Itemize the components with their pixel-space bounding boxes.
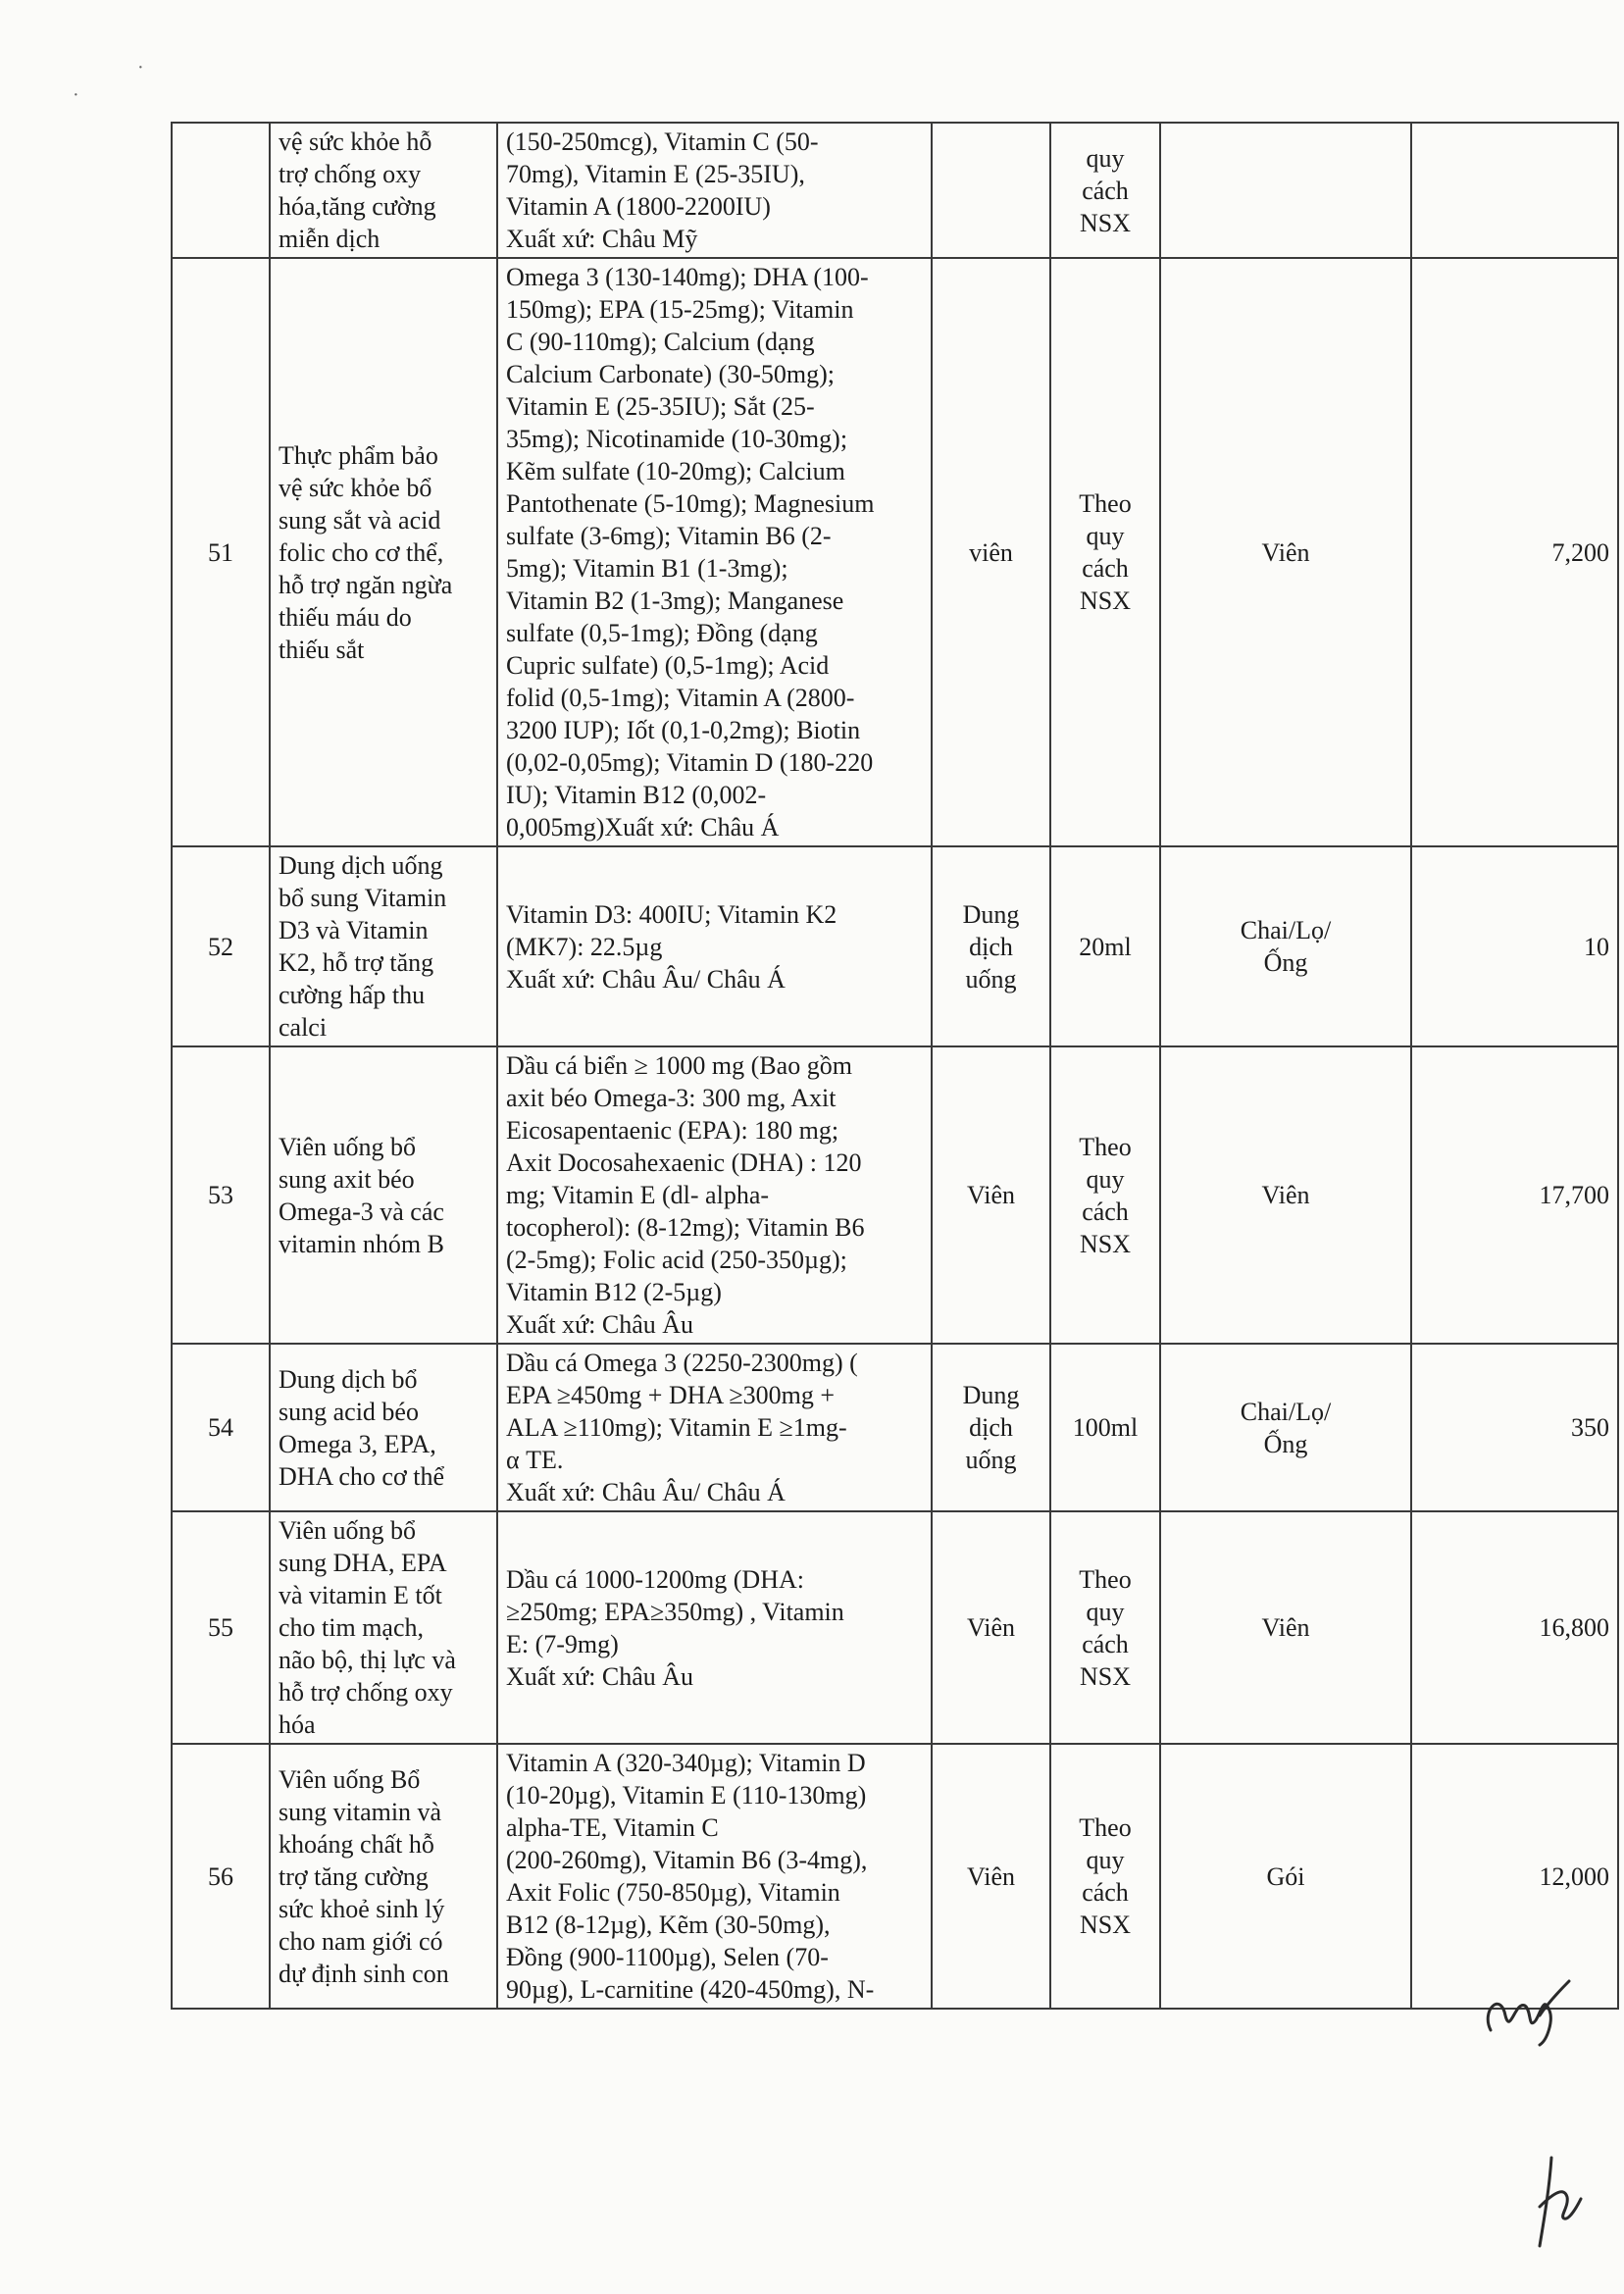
table-row bbox=[172, 846, 1618, 1046]
product-spec: Omega 3 (130-140mg); DHA (100- 150mg); EPA (15-25mg); Vitamin C (90-110mg); Calcium (dạng Calcium Carbonate) (30-50mg); Vitamin E (25-35IU); Sắt (25- 35mg); Nicotinamide (10-30mg); Kẽm sulfate (10-20mg); Calcium Pantothenate (5-10mg); Magnesium sulfate (3-6mg); Vitamin B6 (2- 5mg); Vitamin B1 (1-3mg); Vitamin B2 (1-3mg); Manganese sulfate (0,5-1mg); Đồng (dạng Cupric sulfate) (0,5-1mg); Acid folid (0,5-1mg); Vitamin A (2800- 3200 IUP); Iốt (0,1-0,2mg); Biotin (0,02-0,05mg); Vitamin D (180-220 IU); Vitamin B12 (0,002- 0,005mg)Xuất xứ: Châu Á bbox=[497, 258, 932, 846]
product-name: Viên uống bổ sung DHA, EPA và vitamin E tốt cho tim mạch, não bộ, thị lực và hỗ trợ chống oxy hóa bbox=[270, 1511, 497, 1744]
quantity: 350 bbox=[1411, 1344, 1618, 1511]
dosage-form: Dung dịch uống bbox=[932, 846, 1050, 1046]
row-number bbox=[172, 123, 270, 258]
dosage-form: Viên bbox=[932, 1744, 1050, 2009]
signature-initials-icon bbox=[1510, 2138, 1589, 2256]
dosage-form: Dung dịch uống bbox=[932, 1344, 1050, 1511]
product-spec: Dầu cá Omega 3 (2250-2300mg) ( EPA ≥450mg + DHA ≥300mg + ALA ≥110mg); Vitamin E ≥1mg- α TE. Xuất xứ: Châu Âu/ Châu Á bbox=[497, 1344, 932, 1511]
row-number: 53 bbox=[172, 1046, 270, 1344]
quantity bbox=[1411, 123, 1618, 258]
dosage-form: Viên bbox=[932, 1046, 1050, 1344]
scan-mark: · bbox=[137, 57, 144, 78]
product-spec: (150-250mcg), Vitamin C (50- 70mg), Vitamin E (25-35IU), Vitamin A (1800-2200IU) Xuất xứ: Châu Mỹ bbox=[497, 123, 932, 258]
scan-mark: · bbox=[73, 84, 79, 106]
product-spec: Vitamin A (320-340µg); Vitamin D (10-20µg), Vitamin E (110-130mg) alpha-TE, Vitamin C (200-260mg), Vitamin B6 (3-4mg), Axit Folic (750-850µg), Vitamin B12 (8-12µg), Kẽm (30-50mg), Đồng (900-1100µg), Selen (70- 90µg), L-carnitine (420-450mg), N- bbox=[497, 1744, 932, 2009]
product-name: Thực phẩm bảo vệ sức khỏe bổ sung sắt và acid folic cho cơ thể, hỗ trợ ngăn ngừa thiếu máu do thiếu sắt bbox=[270, 258, 497, 846]
unit: Chai/Lọ/ Ống bbox=[1160, 1344, 1411, 1511]
row-number: 54 bbox=[172, 1344, 270, 1511]
product-name: vệ sức khỏe hỗ trợ chống oxy hóa,tăng cường miễn dịch bbox=[270, 123, 497, 258]
row-number: 51 bbox=[172, 258, 270, 846]
quantity: 10 bbox=[1411, 846, 1618, 1046]
product-spec: Vitamin D3: 400IU; Vitamin K2 (MK7): 22.5µg Xuất xứ: Châu Âu/ Châu Á bbox=[497, 846, 932, 1046]
quantity: 16,800 bbox=[1411, 1511, 1618, 1744]
quantity: 12,000 bbox=[1411, 1744, 1618, 2009]
dosage-form bbox=[932, 123, 1050, 258]
packaging: Theo quy cách NSX bbox=[1050, 1744, 1160, 2009]
packaging: Theo quy cách NSX bbox=[1050, 1046, 1160, 1344]
product-spec: Dầu cá 1000-1200mg (DHA: ≥250mg; EPA≥350mg) , Vitamin E: (7-9mg) Xuất xứ: Châu Âu bbox=[497, 1511, 932, 1744]
product-name: Viên uống Bổ sung vitamin và khoáng chất hỗ trợ tăng cường sức khoẻ sinh lý cho nam giới có dự định sinh con bbox=[270, 1744, 497, 2009]
packaging: Theo quy cách NSX bbox=[1050, 258, 1160, 846]
table-row bbox=[172, 258, 1618, 846]
unit: Viên bbox=[1160, 258, 1411, 846]
packaging: 100ml bbox=[1050, 1344, 1160, 1511]
unit bbox=[1160, 123, 1411, 258]
row-number: 56 bbox=[172, 1744, 270, 2009]
product-spec-table bbox=[171, 122, 1619, 2010]
dosage-form: Viên bbox=[932, 1511, 1050, 1744]
product-name: Viên uống bổ sung axit béo Omega-3 và các vitamin nhóm B bbox=[270, 1046, 497, 1344]
quantity: 17,700 bbox=[1411, 1046, 1618, 1344]
unit: Gói bbox=[1160, 1744, 1411, 2009]
table-row bbox=[172, 1046, 1618, 1344]
unit: Viên bbox=[1160, 1046, 1411, 1344]
row-number: 52 bbox=[172, 846, 270, 1046]
quantity: 7,200 bbox=[1411, 258, 1618, 846]
unit: Chai/Lọ/ Ống bbox=[1160, 846, 1411, 1046]
product-name: Dung dịch uống bổ sung Vitamin D3 và Vitamin K2, hỗ trợ tăng cường hấp thu calci bbox=[270, 846, 497, 1046]
table-row bbox=[172, 1344, 1618, 1511]
row-number: 55 bbox=[172, 1511, 270, 1744]
signature-initials-icon bbox=[1471, 1962, 1579, 2060]
table-row bbox=[172, 1744, 1618, 2009]
product-name: Dung dịch bổ sung acid béo Omega 3, EPA, DHA cho cơ thể bbox=[270, 1344, 497, 1511]
packaging: Theo quy cách NSX bbox=[1050, 1511, 1160, 1744]
table-row bbox=[172, 1511, 1618, 1744]
packaging: 20ml bbox=[1050, 846, 1160, 1046]
table-row bbox=[172, 123, 1618, 258]
packaging: quy cách NSX bbox=[1050, 123, 1160, 258]
dosage-form: viên bbox=[932, 258, 1050, 846]
product-spec: Dầu cá biển ≥ 1000 mg (Bao gồm axit béo Omega-3: 300 mg, Axit Eicosapentaenic (EPA): 180 mg; Axit Docosahexaenic (DHA) : 120 mg; Vitamin E (dl- alpha- tocopherol): (8-12mg); Vitamin B6 (2-5mg); Folic acid (250-350µg); Vitamin B12 (2-5µg) Xuất xứ: Châu Âu bbox=[497, 1046, 932, 1344]
unit: Viên bbox=[1160, 1511, 1411, 1744]
